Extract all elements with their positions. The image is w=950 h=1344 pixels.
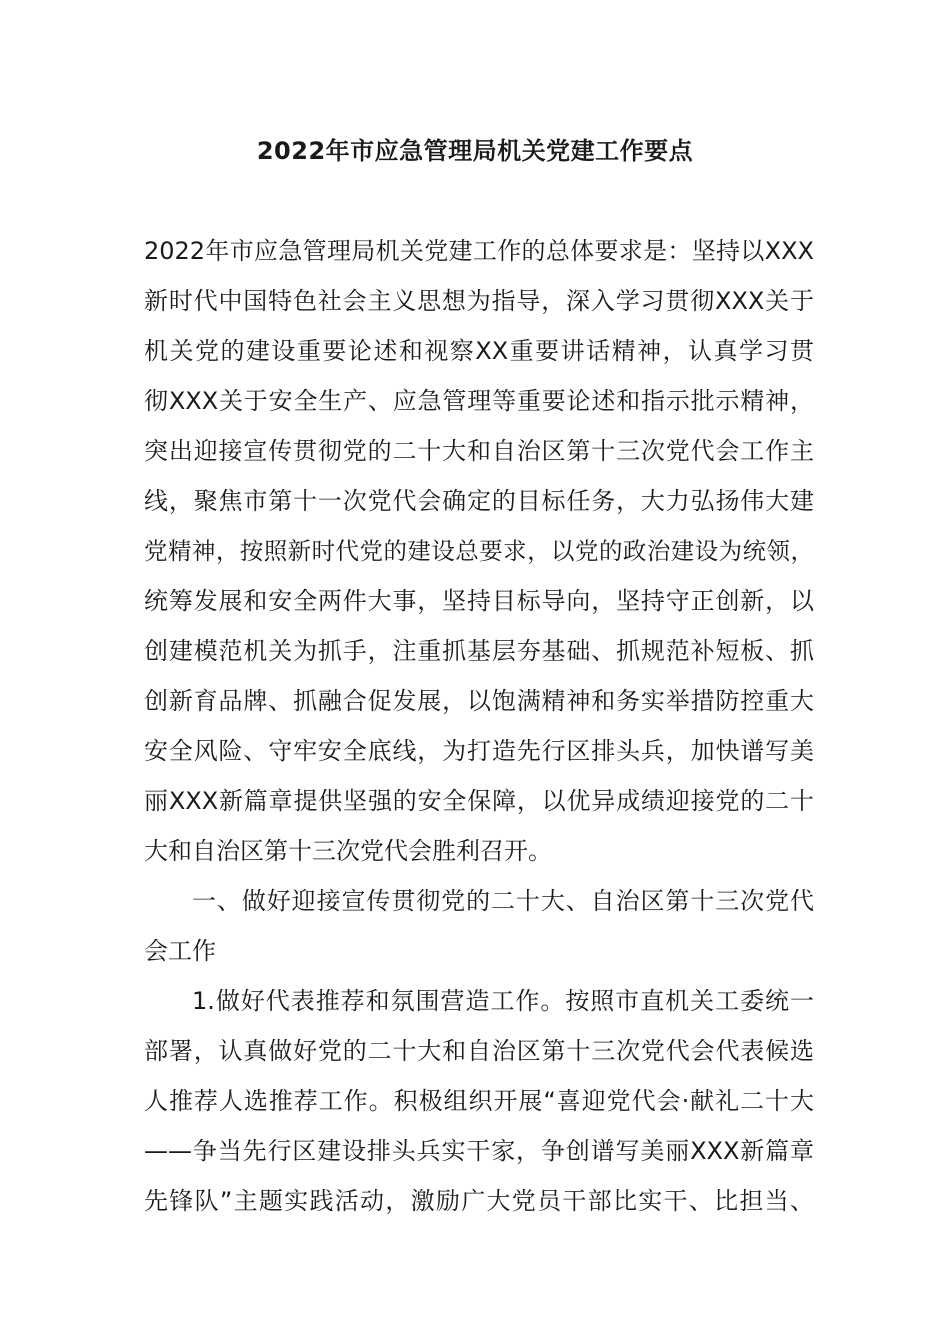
text-line: 统筹发展和安全两件大事，坚持目标导向，坚持守正创新，以 [144,587,814,615]
document-title: 2022年市应急管理局机关党建工作要点 [256,137,694,165]
document-body [144,226,814,1226]
text-line: 安全风险、守牢安全底线，为打造先行区排头兵，加快谱写美 [144,737,814,765]
text-line: 先锋队”主题实践活动，激励广大党员干部比实干、比担当、 [144,1187,814,1215]
text-line: 突出迎接宣传贯彻党的二十大和自治区第十三次党代会工作主 [144,437,814,465]
section-heading: 一、做好迎接宣传贯彻党的二十大、自治区第十三次党代 [192,887,814,915]
text-line: 大和自治区第十三次党代会胜利召开。 [144,837,552,865]
section-heading-continued: 会工作 [144,937,216,965]
text-line: 部署，认真做好党的二十大和自治区第十三次党代会代表候选 [144,1037,814,1065]
text-line: 彻XXX关于安全生产、应急管理等重要论述和指示批示精神， [144,387,814,415]
text-line: 丽XXX新篇章提供坚强的安全保障，以优异成绩迎接党的二十 [144,787,814,815]
text-line: 创新育品牌、抓融合促发展，以饱满精神和务实举措防控重大 [144,687,814,715]
text-line: 党精神，按照新时代党的建设总要求，以党的政治建设为统领， [144,537,814,565]
text-line: 2022年市应急管理局机关党建工作的总体要求是：坚持以XXX [144,237,814,265]
text-line: 线，聚焦市第十一次党代会确定的目标任务，大力弘扬伟大建 [144,487,814,515]
text-line: 机关党的建设重要论述和视察XX重要讲话精神，认真学习贯 [144,337,814,365]
text-line: 人推荐人选推荐工作。积极组织开展“喜迎党代会·献礼二十大 [144,1087,814,1115]
text-line: 创建模范机关为抓手，注重抓基层夯基础、抓规范补短板、抓 [144,637,814,665]
text-line: 1.做好代表推荐和氛围营造工作。按照市直机关工委统一 [192,987,814,1015]
text-line: 新时代中国特色社会主义思想为指导，深入学习贯彻XXX关于 [144,287,814,315]
text-line: ——争当先行区建设排头兵实干家，争创谱写美丽XXX新篇章 [144,1137,814,1165]
